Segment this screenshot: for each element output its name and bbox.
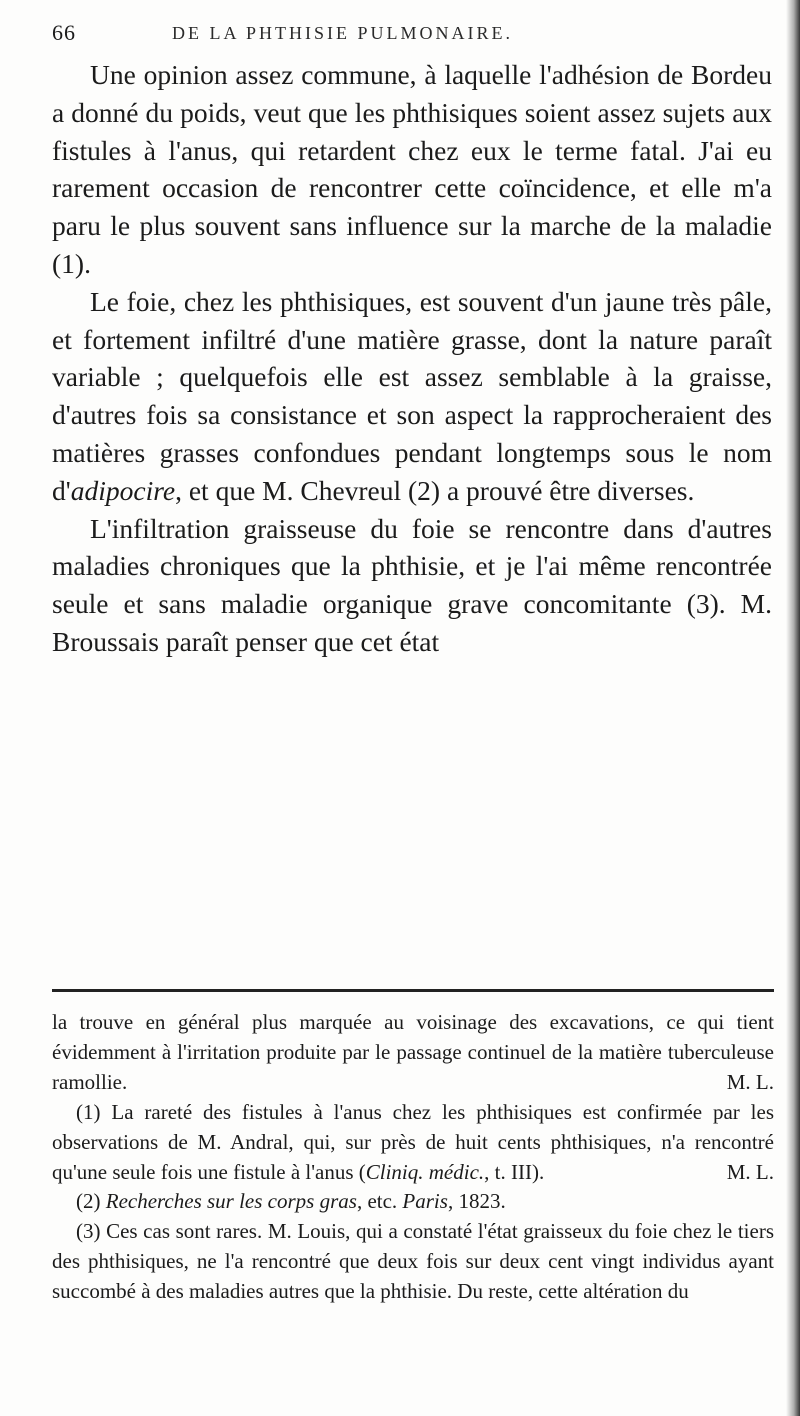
paragraph-foie (52, 283, 772, 510)
footnote-1-signature: M. L. (726, 1159, 774, 1184)
footnote-1-reference: Cliniq. médic. (365, 1159, 485, 1184)
footnote-1 (52, 1098, 774, 1188)
page-number: 66 (52, 20, 76, 45)
footnote-2-year: , 1823. (447, 1189, 506, 1214)
running-head-title: DE LA PHTHISIE PULMONAIRE. (172, 23, 513, 43)
footnote-2-place: Paris (402, 1189, 448, 1214)
footnote-separator (52, 989, 774, 992)
footnote-2-title: Recherches sur les corps gras (105, 1189, 357, 1214)
footnote-3: (3) Ces cas sont rares. M. Louis, qui a constaté l'état graisseux du foie chez le tiers des phthisiques, ne l'a rencontré que deux fois sur deux cent vingt individus ayant succombé à des maladies autres que la phthisie. Du reste, cette altération du (52, 1219, 774, 1304)
page-edge-shadow (786, 0, 800, 1416)
footnote-1-end: , t. III). (484, 1159, 545, 1184)
paragraph-foie-end: , et que M. Chevreul (2) a prouvé être diverses. (175, 474, 695, 506)
footnote-continuation-text: la trouve en général plus marquée au voisinage des excavations, ce qui tient évidemment à l'irritation produite par le passage continuel de la matière tuberculeuse ramollie. (52, 1010, 774, 1094)
paragraph-infiltration: L'infiltration graisseuse du foie se rencontre dans d'autres maladies chroniques que la phthisie, et je l'ai même rencontrée seule et sans maladie organique grave concomitante (3). M. Broussais paraît penser que cet état (52, 512, 772, 657)
footnotes (52, 1008, 774, 1307)
footnote-1-text: (1) La rareté des fistules à l'anus chez les phthisiques est confirmée par les observations de M. Andral, qui, sur près de huit cents phthisiques, n'a rencontré qu'une seule fois une fistule à l'anus ( (52, 1099, 774, 1184)
footnote-continuation (52, 1008, 774, 1098)
footnote-signature: M. L. (726, 1069, 774, 1094)
footnote-2 (52, 1187, 774, 1217)
paragraph-foie-text: Le foie, chez les phthisiques, est souvent d'un jaune très pâle, et fortement infiltré d'une matière grasse, dont la nature paraît variable ; quelquefois elle est assez semblable à la graisse, d'autres fois sa consistance et son aspect la rapprocheraient des matières grasses confondues pendant longtemps sous le nom d' (52, 285, 772, 506)
main-text (52, 56, 772, 661)
adipocire-term: adipocire (70, 474, 176, 506)
running-head (52, 20, 772, 50)
footnote-2-middle: , etc. (356, 1189, 403, 1214)
footnote-2-label: (2) (76, 1189, 106, 1214)
paragraph-fistules: Une opinion assez commune, à laquelle l'adhésion de Bordeu a donné du poids, veut que les phthisiques soient assez sujets aux fistules à l'anus, qui retardent chez eux le terme fatal. J'ai eu rarement occasion de rencontrer cette coïncidence, et elle m'a paru le plus souvent sans influence sur la marche de la maladie (1). (52, 59, 772, 279)
